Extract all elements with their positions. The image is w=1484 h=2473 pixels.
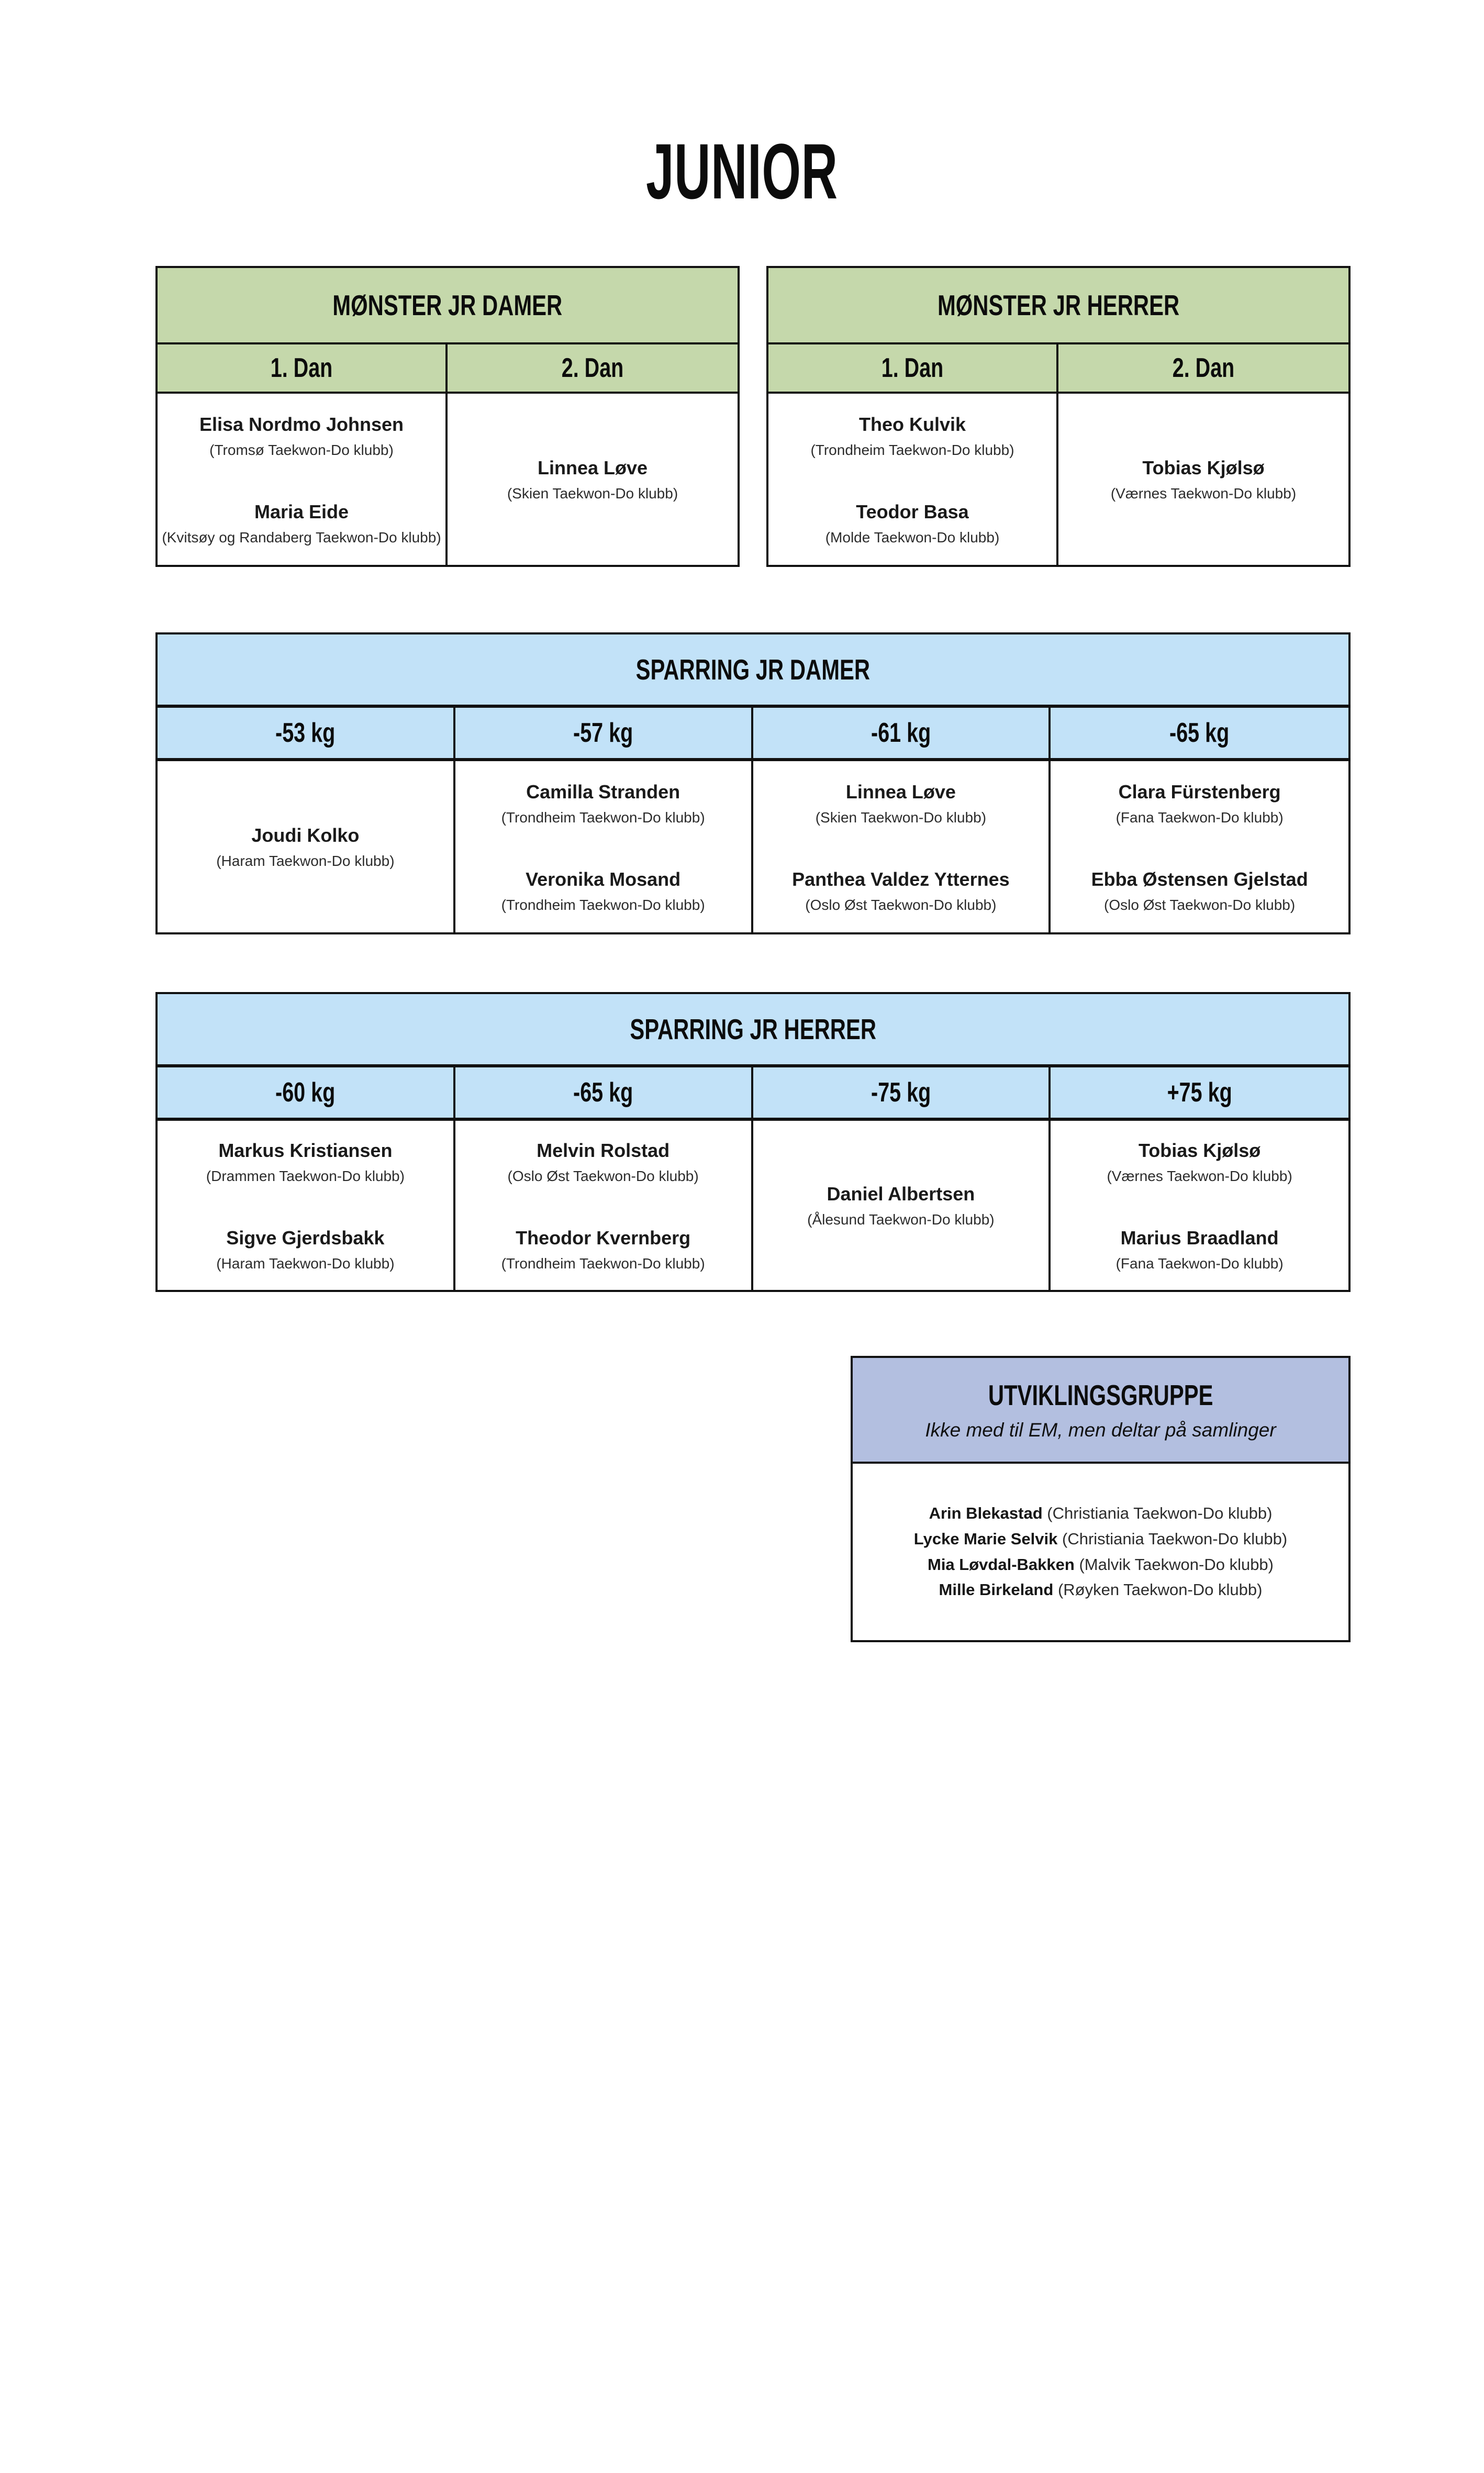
column-header-65kg bbox=[455, 1067, 753, 1118]
member-club: (Christiania Taekwon-Do klubb) bbox=[1062, 1529, 1288, 1548]
athlete-club: (Trondheim Taekwon-Do klubb) bbox=[501, 1255, 705, 1272]
table-monster-jr-herrer bbox=[766, 266, 1351, 567]
athlete-name: Camilla Stranden bbox=[526, 781, 680, 803]
athlete-entry bbox=[507, 456, 678, 503]
table-data-row bbox=[158, 394, 738, 565]
category-cell-60kg bbox=[158, 1121, 455, 1290]
athlete-name: Markus Kristiansen bbox=[218, 1139, 393, 1161]
athlete-name: Veronika Mosand bbox=[526, 868, 681, 890]
member-name: Arin Blekastad bbox=[929, 1503, 1043, 1522]
athlete-entry bbox=[792, 867, 1010, 914]
column-header-label: -65 kg bbox=[573, 1077, 633, 1108]
column-header-57kg bbox=[455, 708, 753, 758]
column-header-row bbox=[158, 708, 1348, 761]
athlete-entry bbox=[199, 413, 404, 459]
member-name: Mia Løvdal-Bakken bbox=[928, 1555, 1075, 1574]
member-line bbox=[939, 1577, 1263, 1603]
athlete-club: (Drammen Taekwon-Do klubb) bbox=[206, 1167, 405, 1184]
athlete-name: Sigve Gjerdsbakk bbox=[226, 1227, 385, 1249]
athlete-name: Tobias Kjølsø bbox=[1138, 1139, 1261, 1161]
category-cell-75kg bbox=[753, 1121, 1051, 1290]
column-header-label: 1. Dan bbox=[881, 353, 944, 383]
column-header-61kg bbox=[753, 708, 1051, 758]
athlete-club: (Ålesund Taekwon-Do klubb) bbox=[807, 1211, 995, 1228]
category-cell-65kg bbox=[455, 1121, 753, 1290]
athlete-club: (Værnes Taekwon-Do klubb) bbox=[1110, 485, 1297, 502]
athlete-entry bbox=[206, 1139, 405, 1185]
table-title: MØNSTER JR HERRER bbox=[937, 289, 1180, 321]
athlete-club: (Haram Taekwon-Do klubb) bbox=[216, 1255, 395, 1272]
column-header-label: -60 kg bbox=[275, 1077, 336, 1108]
column-header-row bbox=[768, 344, 1348, 394]
athlete-name: Linnea Løve bbox=[537, 457, 648, 478]
table-sparring-jr-damer bbox=[155, 632, 1351, 934]
column-header-label: 1. Dan bbox=[270, 353, 333, 383]
athlete-club: (Tromsø Taekwon-Do klubb) bbox=[209, 441, 394, 458]
athlete-entry bbox=[1116, 1226, 1284, 1273]
athlete-name: Teodor Basa bbox=[856, 500, 969, 522]
member-club: (Røyken Taekwon-Do klubb) bbox=[1057, 1580, 1263, 1599]
table-sparring-jr-herrer bbox=[155, 992, 1351, 1292]
column-header-label: +75 kg bbox=[1167, 1077, 1232, 1108]
category-cell-53kg bbox=[158, 761, 455, 932]
member-club: (Christiania Taekwon-Do klubb) bbox=[1047, 1503, 1273, 1522]
table-title: MØNSTER JR DAMER bbox=[332, 289, 563, 321]
athlete-name: Maria Eide bbox=[254, 500, 349, 522]
column-header-plus75kg bbox=[1051, 1067, 1348, 1118]
column-header-1-dan bbox=[158, 344, 448, 392]
table-title-row bbox=[158, 268, 738, 344]
table-data-row bbox=[158, 1121, 1348, 1290]
table-subtitle: Ikke med til EM, men deltar på samlinger bbox=[925, 1419, 1276, 1441]
table-title: SPARRING JR DAMER bbox=[635, 653, 871, 686]
athlete-club: (Oslo Øst Taekwon-Do klubb) bbox=[1104, 896, 1296, 913]
athlete-club: (Trondheim Taekwon-Do klubb) bbox=[810, 441, 1014, 458]
category-cell-65kg bbox=[1051, 761, 1348, 932]
table-title: SPARRING JR HERRER bbox=[630, 1013, 876, 1045]
athlete-entry bbox=[508, 1139, 699, 1185]
table-monster-jr-damer bbox=[155, 266, 740, 567]
athlete-name: Marius Braadland bbox=[1120, 1227, 1279, 1249]
athlete-club: (Haram Taekwon-Do klubb) bbox=[216, 853, 395, 869]
athlete-entry bbox=[216, 1226, 394, 1273]
column-header-60kg bbox=[158, 1067, 455, 1118]
category-cell-plus75kg bbox=[1051, 1121, 1348, 1290]
table-title-row bbox=[768, 268, 1348, 344]
column-header-row bbox=[158, 1067, 1348, 1121]
column-header-label: 2. Dan bbox=[561, 353, 624, 383]
page-title-row bbox=[0, 127, 1484, 215]
category-cell-2-dan bbox=[448, 394, 738, 565]
athlete-name: Theo Kulvik bbox=[858, 413, 966, 435]
athlete-club: (Fana Taekwon-Do klubb) bbox=[1115, 809, 1284, 826]
athlete-entry bbox=[1111, 456, 1296, 503]
column-header-label: 2. Dan bbox=[1172, 353, 1235, 383]
athlete-club: (Trondheim Taekwon-Do klubb) bbox=[501, 896, 705, 913]
athlete-name: Tobias Kjølsø bbox=[1142, 457, 1265, 478]
athlete-name: Daniel Albertsen bbox=[827, 1183, 975, 1205]
athlete-club: (Trondheim Taekwon-Do klubb) bbox=[501, 809, 705, 826]
column-header-label: -75 kg bbox=[871, 1077, 931, 1108]
category-cell-2-dan bbox=[1058, 394, 1348, 565]
table-data-row bbox=[768, 394, 1348, 565]
athlete-entry bbox=[501, 1226, 705, 1273]
column-header-2-dan bbox=[1058, 344, 1348, 392]
column-header-row bbox=[158, 344, 738, 394]
member-name: Mille Birkeland bbox=[939, 1580, 1054, 1599]
column-header-65kg bbox=[1051, 708, 1348, 758]
table-data-row bbox=[158, 761, 1348, 932]
athlete-name: Theodor Kvernberg bbox=[516, 1227, 691, 1249]
athlete-entry bbox=[501, 780, 705, 827]
athlete-club: (Oslo Øst Taekwon-Do klubb) bbox=[507, 1167, 699, 1184]
athlete-name: Joudi Kolko bbox=[251, 825, 360, 846]
athlete-entry bbox=[825, 500, 1000, 547]
table-title: UTVIKLINGSGRUPPE bbox=[988, 1379, 1213, 1411]
athlete-club: (Værnes Taekwon-Do klubb) bbox=[1107, 1167, 1292, 1184]
member-line bbox=[914, 1527, 1287, 1552]
member-line bbox=[929, 1501, 1273, 1527]
athlete-club: (Fana Taekwon-Do klubb) bbox=[1115, 1255, 1284, 1272]
athlete-name: Elisa Nordmo Johnsen bbox=[199, 413, 404, 435]
column-header-label: -61 kg bbox=[871, 718, 931, 748]
column-header-label: -57 kg bbox=[573, 718, 633, 748]
category-cell-1-dan bbox=[158, 394, 448, 565]
member-line bbox=[928, 1552, 1274, 1578]
athlete-entry bbox=[1107, 1139, 1292, 1185]
athlete-entry bbox=[810, 413, 1014, 459]
athlete-club: (Oslo Øst Taekwon-Do klubb) bbox=[805, 896, 997, 913]
column-header-53kg bbox=[158, 708, 455, 758]
page-title: JUNIOR bbox=[646, 127, 838, 215]
athlete-entry bbox=[216, 823, 394, 870]
athlete-entry bbox=[1116, 780, 1284, 827]
utviklingsgruppe-header bbox=[853, 1358, 1348, 1464]
athlete-entry bbox=[1091, 867, 1308, 914]
athlete-name: Linnea Løve bbox=[845, 781, 956, 803]
column-header-label: -65 kg bbox=[1169, 718, 1230, 748]
athlete-entry bbox=[816, 780, 986, 827]
utviklingsgruppe-members bbox=[853, 1464, 1348, 1640]
athlete-name: Ebba Østensen Gjelstad bbox=[1091, 868, 1308, 890]
athlete-entry bbox=[807, 1182, 994, 1229]
athlete-name: Melvin Rolstad bbox=[537, 1139, 670, 1161]
column-header-2-dan bbox=[448, 344, 738, 392]
athlete-name: Panthea Valdez Ytternes bbox=[792, 868, 1010, 890]
category-cell-1-dan bbox=[768, 394, 1058, 565]
table-title-row bbox=[158, 994, 1348, 1067]
category-cell-61kg bbox=[753, 761, 1051, 932]
member-club: (Malvik Taekwon-Do klubb) bbox=[1079, 1555, 1274, 1574]
category-cell-57kg bbox=[455, 761, 753, 932]
athlete-club: (Skien Taekwon-Do klubb) bbox=[507, 485, 678, 502]
column-header-label: -53 kg bbox=[275, 718, 336, 748]
athlete-club: (Kvitsøy og Randaberg Taekwon-Do klubb) bbox=[162, 529, 441, 545]
athlete-entry bbox=[501, 867, 705, 914]
athlete-club: (Molde Taekwon-Do klubb) bbox=[825, 529, 1000, 545]
column-header-1-dan bbox=[768, 344, 1058, 392]
table-utviklingsgruppe bbox=[851, 1356, 1351, 1642]
column-header-75kg bbox=[753, 1067, 1051, 1118]
athlete-name: Clara Fürstenberg bbox=[1118, 781, 1281, 803]
athlete-entry bbox=[162, 500, 441, 547]
table-title-row bbox=[158, 634, 1348, 708]
athlete-club: (Skien Taekwon-Do klubb) bbox=[815, 809, 987, 826]
member-name: Lycke Marie Selvik bbox=[913, 1529, 1058, 1548]
